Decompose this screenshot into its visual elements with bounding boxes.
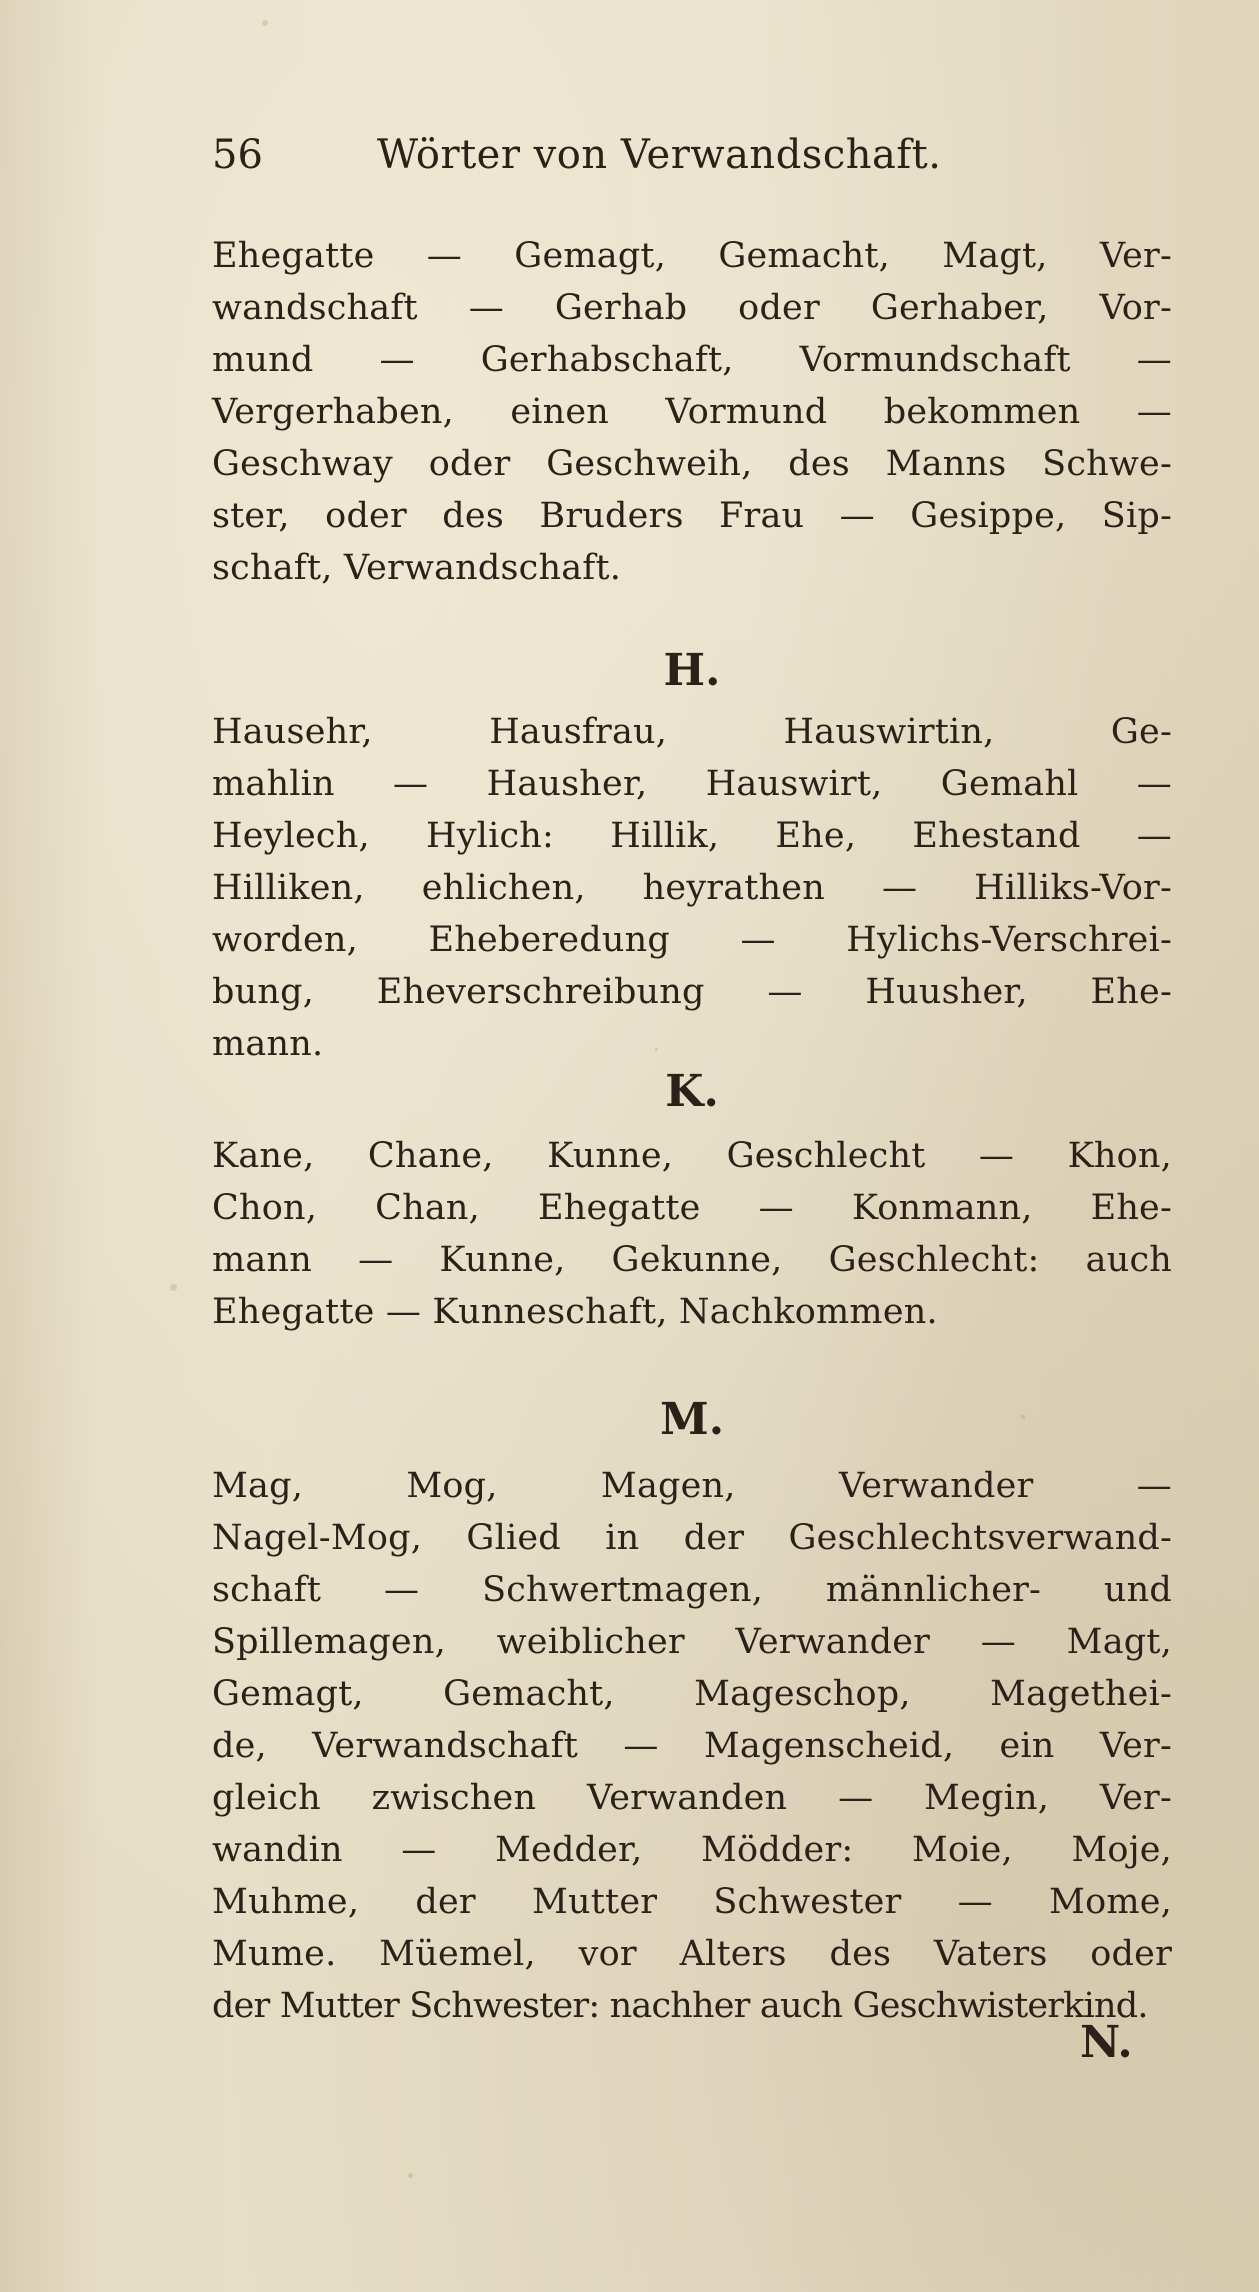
text-line: Kane, Chane, Kunne, Geschlecht — Khon,: [212, 1136, 1172, 1176]
text-line: mund — Gerhabschaft, Vormundschaft —: [212, 340, 1172, 380]
text-line: Ehegatte — Kunneschaft, Nachkommen.: [212, 1292, 938, 1332]
text-line: ster, oder des Bruders Frau — Gesippe, Sip-: [212, 496, 1172, 536]
text-line: worden, Eheberedung — Hylichs-Verschrei-: [212, 920, 1172, 960]
text-line: Vergerhaben, einen Vormund bekommen —: [212, 392, 1172, 432]
paragraph-e-entries: [212, 230, 1172, 594]
text-line: Mume. Müemel, vor Alters des Vaters oder: [212, 1934, 1172, 1974]
paper-stain: [170, 1284, 177, 1291]
text-line: Hausehr, Hausfrau, Hauswirtin, Ge-: [212, 712, 1172, 752]
text-line: schaft — Schwertmagen, männlicher- und: [212, 1570, 1172, 1610]
text-line: bung, Eheverschreibung — Huusher, Ehe-: [212, 972, 1172, 1012]
text-line: Hilliken, ehlichen, heyrathen — Hilliks-Vor-: [212, 868, 1172, 908]
page-header: [212, 125, 1032, 185]
section-k-entries: [212, 1130, 1172, 1338]
paper-stain: [408, 2173, 413, 2178]
section-heading-k: K.: [665, 1066, 719, 1117]
section-heading-m: M.: [659, 1394, 725, 1445]
section-m-entries: [212, 1460, 1172, 2032]
text-line: Heylech, Hylich: Hillik, Ehe, Ehestand —: [212, 816, 1172, 856]
text-line: de, Verwandschaft — Magenscheid, ein Ver-: [212, 1726, 1172, 1766]
text-line: Ehegatte — Gemagt, Gemacht, Magt, Ver-: [212, 236, 1172, 276]
text-line: wandschaft — Gerhab oder Gerhaber, Vor-: [212, 288, 1172, 328]
text-line: Mag, Mog, Magen, Verwander —: [212, 1466, 1172, 1506]
paper-stain: [262, 20, 268, 26]
running-title: Wörter von Verwandschaft.: [377, 132, 942, 178]
page-number: 56: [212, 132, 263, 178]
text-line: Nagel-Mog, Glied in der Geschlechtsverwand-: [212, 1518, 1172, 1558]
section-h-entries: [212, 706, 1172, 1070]
text-line: Geschway oder Geschweih, des Manns Schwe-: [212, 444, 1172, 484]
text-line: mann.: [212, 1024, 324, 1064]
text-line: Muhme, der Mutter Schwester — Mome,: [212, 1882, 1172, 1922]
text-line: der Mutter Schwester: nachher auch Geschwisterkind.: [212, 1986, 1148, 2026]
text-line: schaft, Verwandschaft.: [212, 548, 622, 588]
text-line: wandin — Medder, Mödder: Moie, Moje,: [212, 1830, 1172, 1870]
text-line: Spillemagen, weiblicher Verwander — Magt,: [212, 1622, 1172, 1662]
text-line: Gemagt, Gemacht, Mageschop, Magethei-: [212, 1674, 1172, 1714]
text-line: Chon, Chan, Ehegatte — Konmann, Ehe-: [212, 1188, 1172, 1228]
text-line: mann — Kunne, Gekunne, Geschlecht: auch: [212, 1240, 1172, 1280]
text-line: gleich zwischen Verwanden — Megin, Ver-: [212, 1778, 1172, 1818]
catchword: N.: [1080, 2017, 1133, 2068]
text-line: mahlin — Hausher, Hauswirt, Gemahl —: [212, 764, 1172, 804]
section-heading-h: H.: [663, 645, 721, 696]
